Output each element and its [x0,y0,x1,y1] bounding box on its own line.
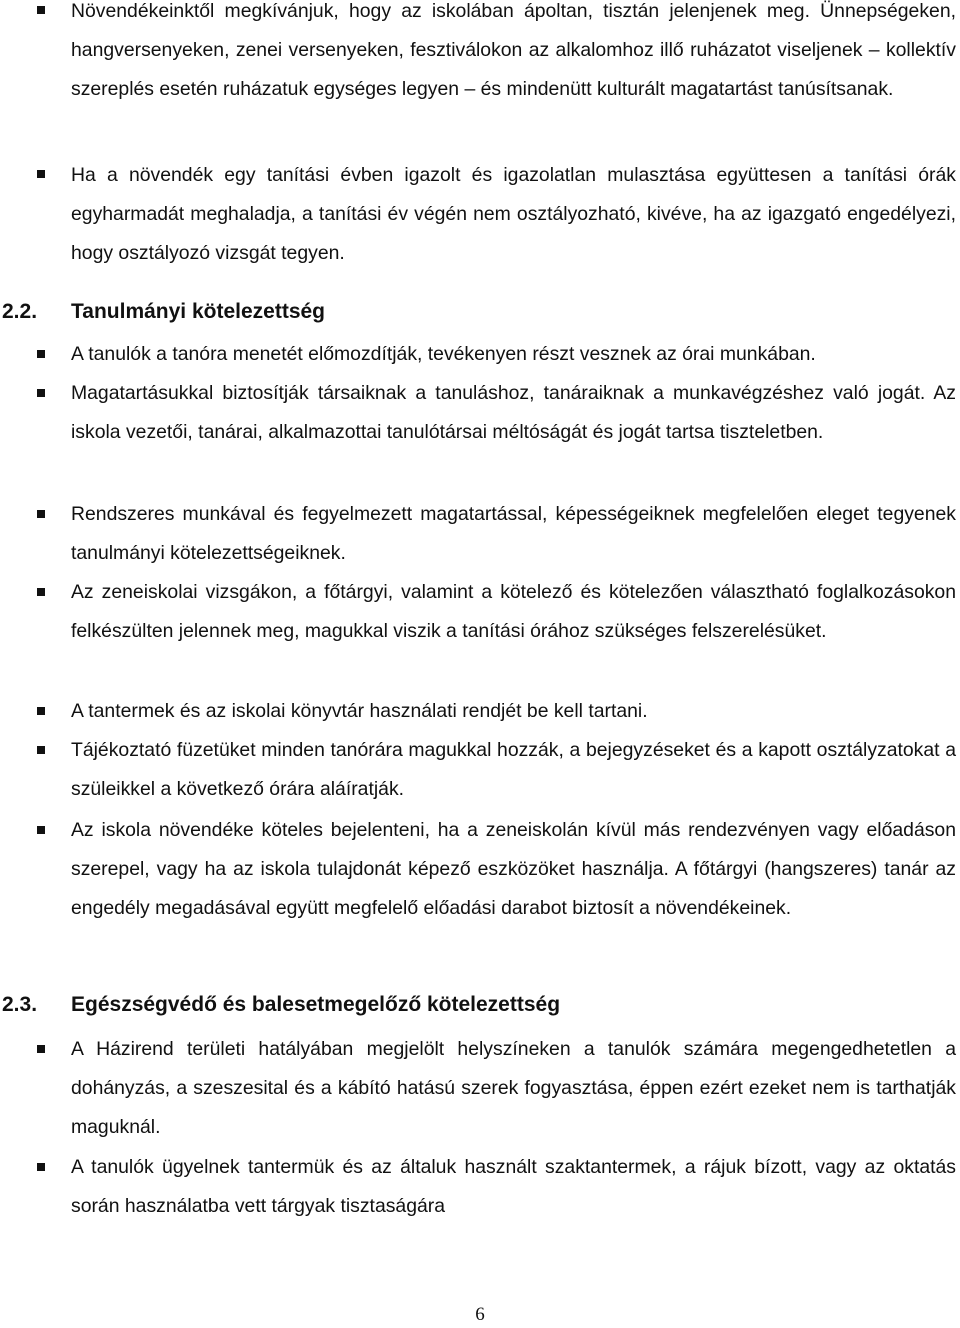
bullet-icon [37,826,45,834]
rule-text: A tanulók a tanóra menetét előmozdítják, tevékenyen részt vesznek az órai munkában. [71,343,816,365]
section-title: Tanulmányi kötelezettség [71,300,326,323]
bullet-icon [37,510,45,518]
bullet-icon [37,6,45,14]
rule-text: A tanulók ügyelnek tantermük és az általuk használt szaktantermek, a rájuk bízott, vagy az oktatás során használatba vett tárgyak tisztaságára [71,1156,956,1217]
rule-text: A Házirend területi hatályában megjelölt helyszíneken a tanulók számára megengedhetetlen a dohányzás, a szeszesital és a kábító hatású szerek fogyasztása, éppen ezért ezeket nem is tarthatják maguknál. [71,1038,956,1138]
bullet-icon [37,707,45,715]
bullet-icon [37,170,45,178]
rule-text: Ha a növendék egy tanítási évben igazolt és igazolatlan mulasztása együttesen a tanítási órák egyharmadát meghaladja, a tanítási év végén nem osztályozható, kivéve, ha az igazgató engedélyezi, hogy osztályozó vizsgát tegyen. [71,164,956,264]
bullet-icon [37,588,45,596]
bullet-icon [37,746,45,754]
section-number: 2.3. [2,993,38,1016]
bullet-icon [37,1045,45,1053]
section-title: Egészségvédő és balesetmegelőző kötelezettség [71,993,561,1016]
bullet-icon [37,389,45,397]
rule-text: Tájékoztató füzetüket minden tanórára magukkal hozzák, a bejegyzéseket és a kapott osztályzatokat a szüleikkel a következő órára aláíratják. [71,739,956,800]
rule-text: Rendszeres munkával és fegyelmezett magatartással, képességeiknek megfelelően eleget tegyenek tanulmányi kötelezettségeiknek. [71,503,956,564]
bullet-icon [37,1163,45,1171]
bullet-icon [37,350,45,358]
page-number: 6 [475,1304,485,1325]
rule-text: Magatartásukkal biztosítják társaiknak a tanuláshoz, tanáraiknak a munkavégzéshez való jogát. Az iskola vezetői, tanárai, alkalmazottai tanulótársai méltóságát és jogát tartsa tiszteletben. [71,382,956,443]
section-number: 2.2. [2,300,38,323]
rule-text: Az iskola növendéke köteles bejelenteni, ha a zeneiskolán kívül más rendezvényen vagy előadáson szerepel, vagy ha az iskola tulajdonát képező eszközöket használja. A főtárgyi (hangszeres) tanár az engedély megadásával együtt megfelelő előadási darabot biztosít a növendékeinek. [71,819,956,919]
rule-text: A tantermek és az iskolai könyvtár használati rendjét be kell tartani. [71,700,648,722]
rule-text: Növendékeinktől megkívánjuk, hogy az iskolában ápoltan, tisztán jelenjenek meg. Ünnepségeken, hangversenyeken, zenei versenyeken, fesztiválokon az alkalomhoz illő ruházatot viseljenek – kollektív szereplés esetén ruházatuk egységes legyen – és mindenütt kulturált magatartást tanúsítsanak. [71,0,956,100]
rule-text: Az zeneiskolai vizsgákon, a főtárgyi, valamint a kötelező és kötelezően választható foglalkozásokon felkészülten jelennek meg, magukkal viszik a tanítási órához szükséges felszerelésüket. [71,581,956,642]
